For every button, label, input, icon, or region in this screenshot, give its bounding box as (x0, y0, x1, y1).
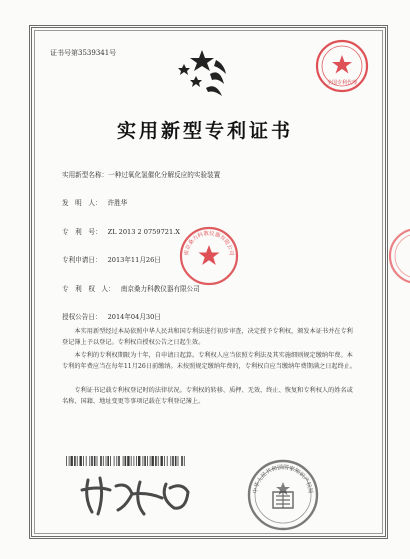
national-emblem-icon (172, 44, 232, 102)
utility-model-name-row (62, 169, 220, 179)
body-paragraph-2: 本专利的专利权期限为十年，自申请日起算。专利权人应当依照专利法及其实施细则规定缴纳年费。本专利的年费应当在每年11月26日前缴纳。未按照规定缴纳年费的，专利权自应当缴纳年费期满之日起终止。 (62, 352, 357, 370)
patentee-value: 南京桑力科教仪器有限公司 (120, 285, 200, 293)
edge-seal-fragment-icon (387, 226, 410, 286)
filing-date-row (62, 254, 161, 264)
patentee-label: 专 利 权 人： (62, 285, 115, 293)
patent-number-value: ZL 2013 2 0759721.X (107, 228, 180, 236)
grant-date-label: 授权公告日： (62, 313, 102, 321)
body-paragraph-1: 本实用新型经过本局依照中华人民共和国专利法进行初步审查，决定授予专利权，颁发本证书并在专利登记簿上予以登记。专利权自授权公告之日起生效。 (62, 328, 353, 346)
inventor-row (62, 197, 127, 207)
inventor-value: 许胜华 (107, 199, 128, 207)
top-right-seal-text: 全国专利代理 (326, 80, 358, 86)
patent-office-seal-text: 中华人民共和国国家知识产权局 (252, 464, 314, 495)
inventor-label: 发 明 人： (62, 199, 102, 207)
director-signature-icon (70, 472, 220, 518)
company-seal-text: 南京桑力科教仪器有限公司 (183, 230, 235, 257)
patent-number-label: 专 利 号： (62, 228, 102, 236)
body-paragraph-3: 专利证书记载专利权登记时的法律状况。专利权的转移、质押、无效、终止、恢复和专利权人的姓名或名称、国籍、地址变更等事项记载在专利登记簿上。 (62, 387, 353, 405)
patent-number-row (62, 226, 180, 236)
barcode-icon (66, 456, 186, 466)
utility-model-name-label: 实用新型名称： (62, 171, 109, 179)
grant-date-row (62, 311, 161, 321)
certificate-title: 实用新型专利证书 (116, 120, 293, 142)
utility-model-name-value: 一种过氧化氢催化分解反应的实验装置 (108, 171, 221, 179)
certificate-number: 证书号第3539341号 (50, 49, 117, 57)
grant-date-value: 2014年04月30日 (107, 313, 161, 321)
company-seal-icon (178, 225, 240, 287)
filing-date-label: 专利申请日： (62, 256, 102, 264)
patent-agency-seal-icon (314, 38, 370, 94)
filing-date-value: 2013年11月26日 (107, 256, 161, 264)
patent-office-seal-icon (246, 458, 320, 532)
